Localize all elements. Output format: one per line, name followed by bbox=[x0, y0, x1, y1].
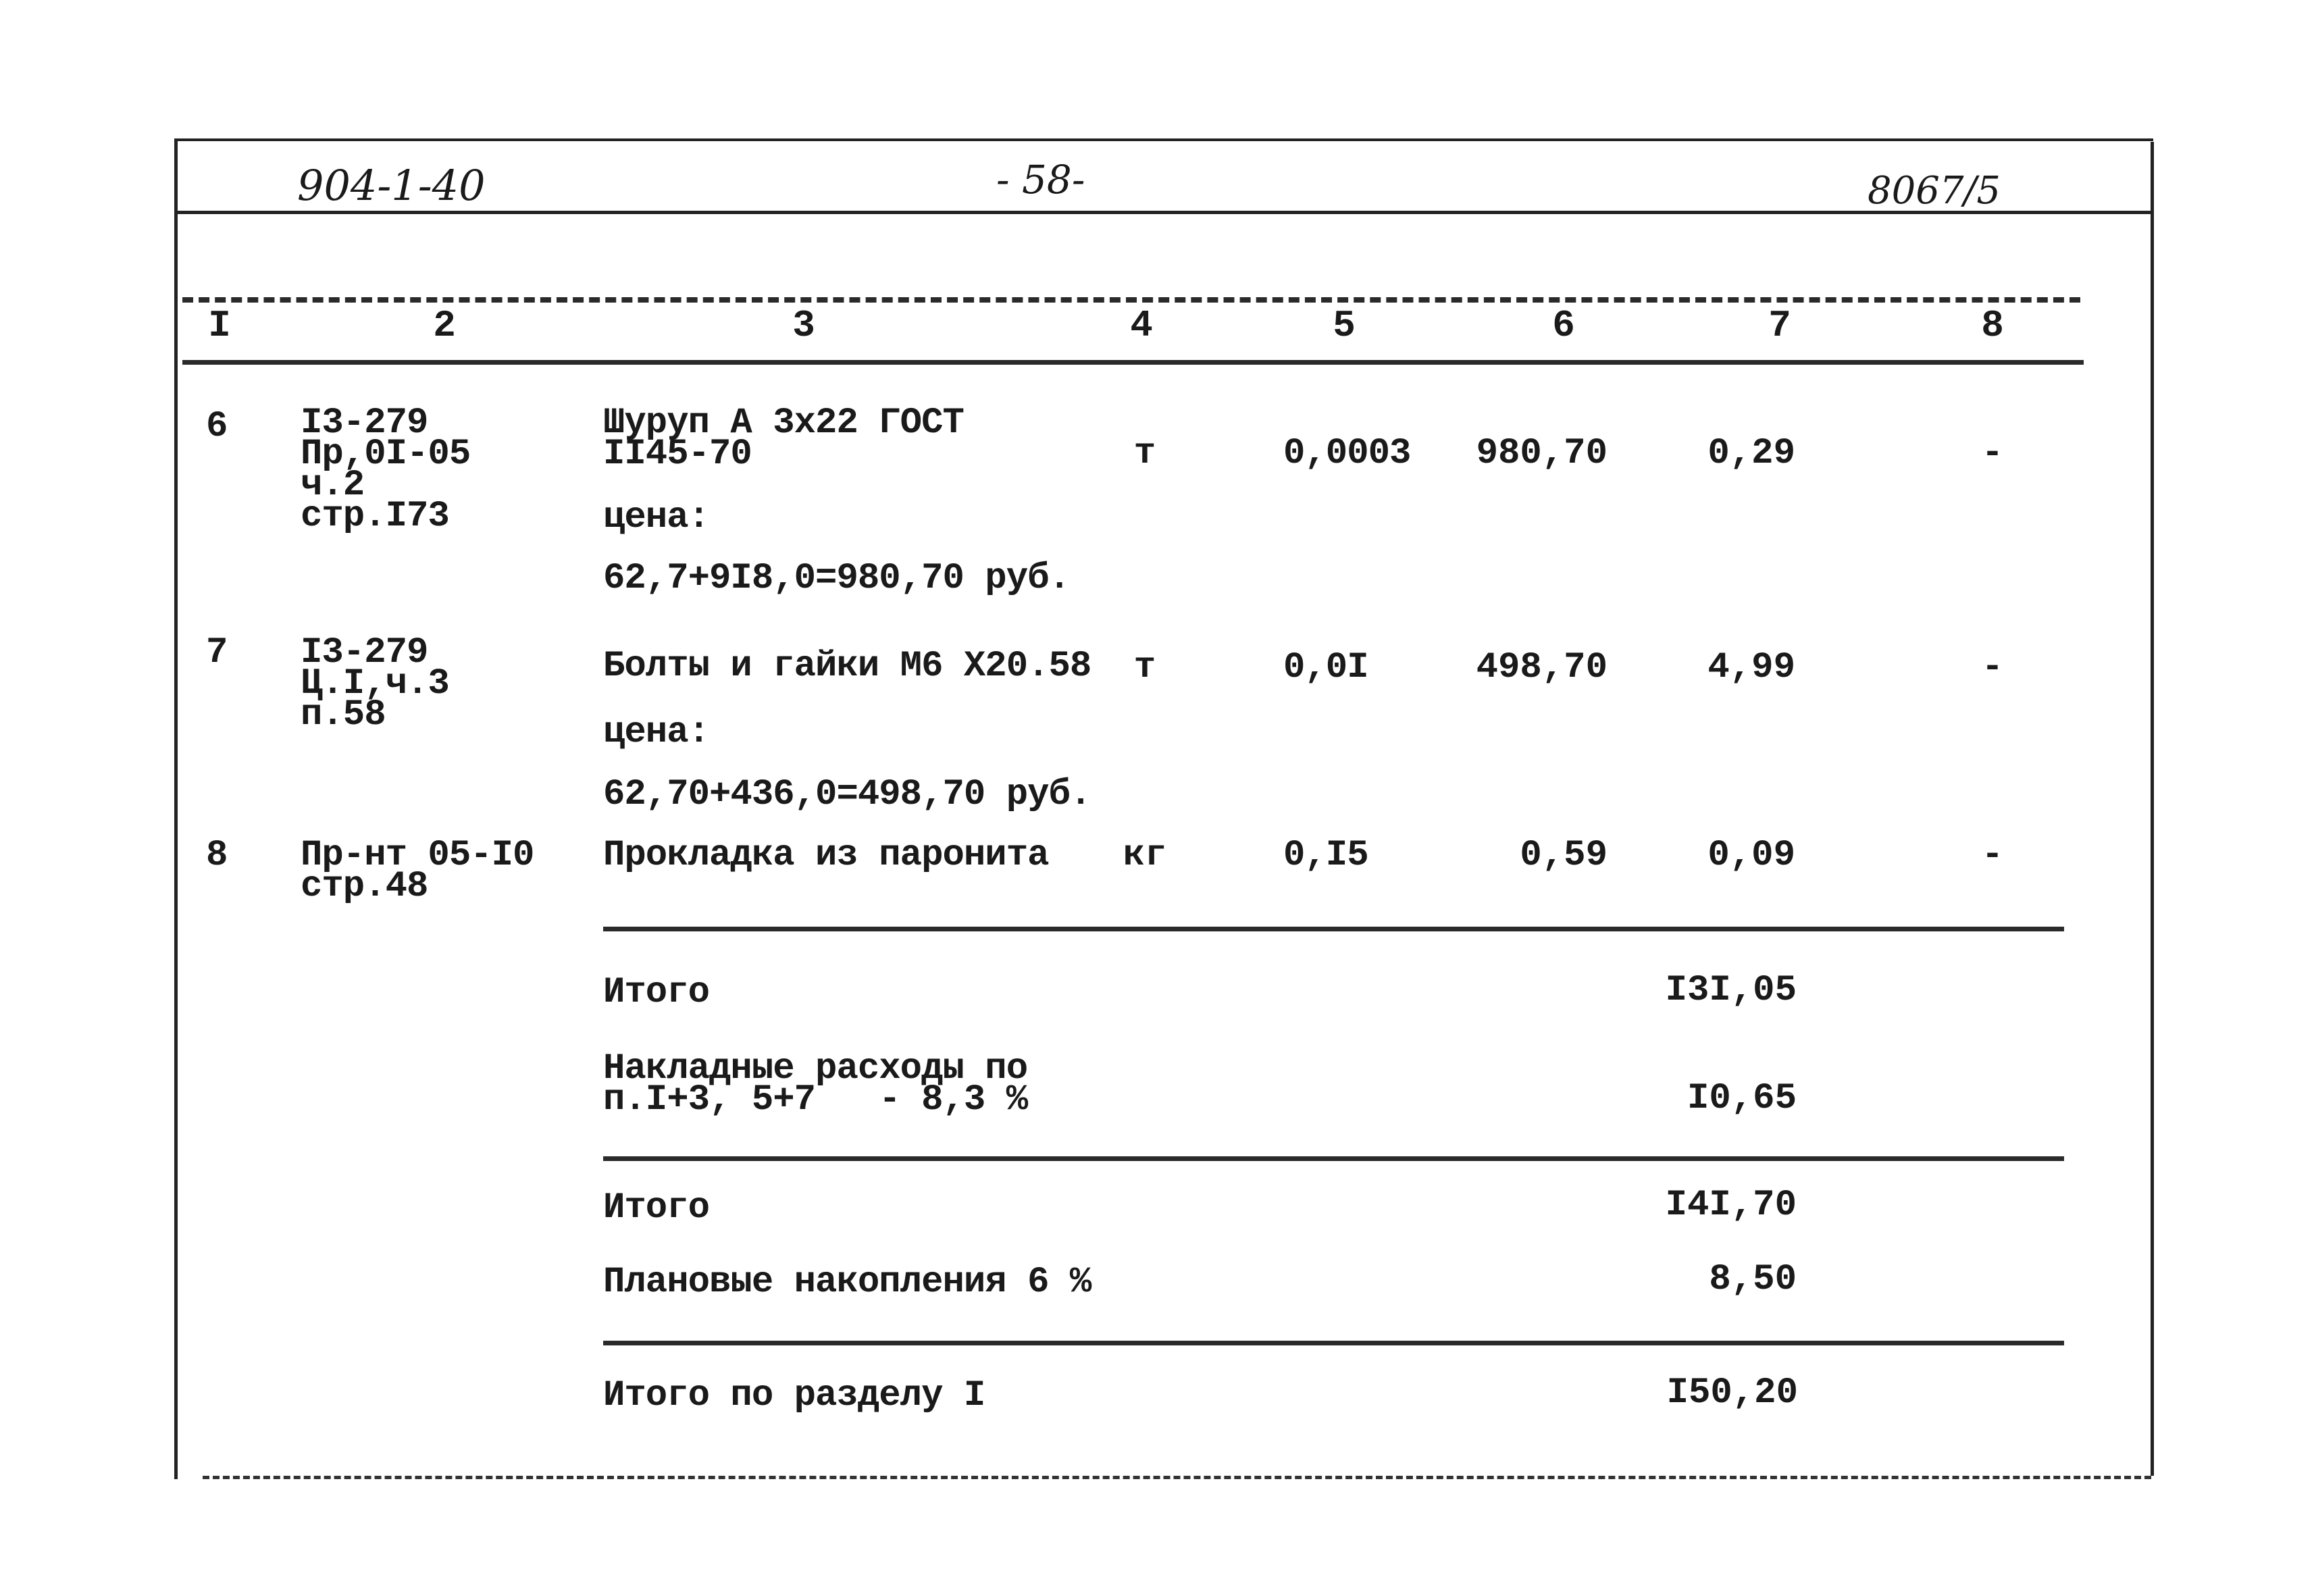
header-divider bbox=[174, 211, 2153, 214]
price-calculation: 62,7+9I8,0=980,70 руб. bbox=[603, 558, 1070, 599]
extra-value: - bbox=[1981, 433, 2004, 474]
totals-rule bbox=[603, 1156, 2064, 1161]
page-number: - 58- bbox=[996, 157, 1085, 203]
column-number-1: I bbox=[208, 304, 231, 347]
unit-price: 498,70 bbox=[1476, 647, 1608, 688]
price-label: цена: bbox=[603, 712, 710, 753]
row-number: 6 bbox=[206, 406, 228, 447]
unit-price: 980,70 bbox=[1476, 433, 1608, 474]
column-number-7: 7 bbox=[1768, 304, 1791, 347]
total-label: Плановые накопления 6 % bbox=[603, 1262, 1091, 1303]
unit: т bbox=[1133, 647, 1156, 688]
amount: 4,99 bbox=[1707, 647, 1795, 688]
unit: кг bbox=[1123, 835, 1167, 876]
row-reference: Пр-нт 05-I0 bbox=[301, 835, 534, 876]
row-reference: I3-279 bbox=[301, 403, 428, 444]
total-value: I0,65 bbox=[1687, 1078, 1797, 1119]
frame-bottom-border bbox=[203, 1476, 2151, 1479]
price-label: цена: bbox=[603, 497, 710, 538]
extra-value: - bbox=[1981, 835, 2004, 876]
amount: 0,09 bbox=[1707, 835, 1795, 876]
amount: 0,29 bbox=[1707, 433, 1795, 474]
column-number-2: 2 bbox=[433, 304, 456, 347]
extra-value: - bbox=[1981, 647, 2004, 688]
item-name: Болты и гайки М6 Х20.58 bbox=[603, 646, 1091, 687]
column-number-5: 5 bbox=[1333, 304, 1356, 347]
row-reference: ч.2 bbox=[301, 465, 365, 506]
totals-rule bbox=[603, 1341, 2064, 1345]
total-value: I50,20 bbox=[1666, 1372, 1798, 1414]
column-number-4: 4 bbox=[1130, 304, 1153, 347]
column-number-3: 3 bbox=[792, 304, 815, 347]
doc-code: 904-1-40 bbox=[297, 161, 486, 210]
total-value: I4I,70 bbox=[1665, 1185, 1797, 1226]
total-label: Итого bbox=[603, 972, 710, 1013]
column-header-top-rule bbox=[182, 297, 2080, 303]
unit: т bbox=[1133, 433, 1156, 474]
frame-right-border bbox=[2151, 142, 2154, 1476]
total-label: Итого по разделу I bbox=[603, 1375, 985, 1416]
quantity: 0,0I bbox=[1283, 647, 1368, 688]
sheet-code: 8067/5 bbox=[1868, 169, 2001, 213]
column-header-bottom-rule bbox=[182, 360, 2084, 365]
row-reference: I3-279 bbox=[301, 632, 428, 673]
total-label: Накладные расходы по п.I+3, 5+7 - 8,3 % bbox=[603, 1048, 1028, 1121]
row-reference: Пр,0I-05 bbox=[301, 434, 471, 475]
item-name: Прокладка из паронита bbox=[603, 835, 1049, 876]
row-number: 8 bbox=[206, 835, 228, 876]
quantity: 0,I5 bbox=[1283, 835, 1368, 876]
price-calculation: 62,70+436,0=498,70 руб. bbox=[603, 774, 1091, 815]
total-value: I3I,05 bbox=[1665, 970, 1797, 1011]
row-reference: Ц.I,ч.3 bbox=[301, 663, 449, 704]
unit-price: 0,59 bbox=[1520, 835, 1608, 876]
row-reference: п.58 bbox=[301, 694, 386, 736]
quantity: 0,0003 bbox=[1283, 433, 1411, 474]
column-number-6: 6 bbox=[1552, 304, 1575, 347]
column-number-8: 8 bbox=[1981, 304, 2004, 347]
frame-left-border bbox=[174, 138, 178, 1479]
total-value: 8,50 bbox=[1709, 1259, 1797, 1300]
item-name: II45-70 bbox=[603, 434, 752, 475]
row-reference: стр.I73 bbox=[301, 496, 449, 537]
row-reference: стр.48 bbox=[301, 866, 428, 907]
totals-rule bbox=[603, 927, 2064, 931]
total-label: Итого bbox=[603, 1187, 710, 1229]
item-name: Шуруп А 3х22 ГОСТ bbox=[603, 403, 964, 444]
frame-top-border bbox=[174, 138, 2153, 141]
row-number: 7 bbox=[206, 632, 228, 673]
